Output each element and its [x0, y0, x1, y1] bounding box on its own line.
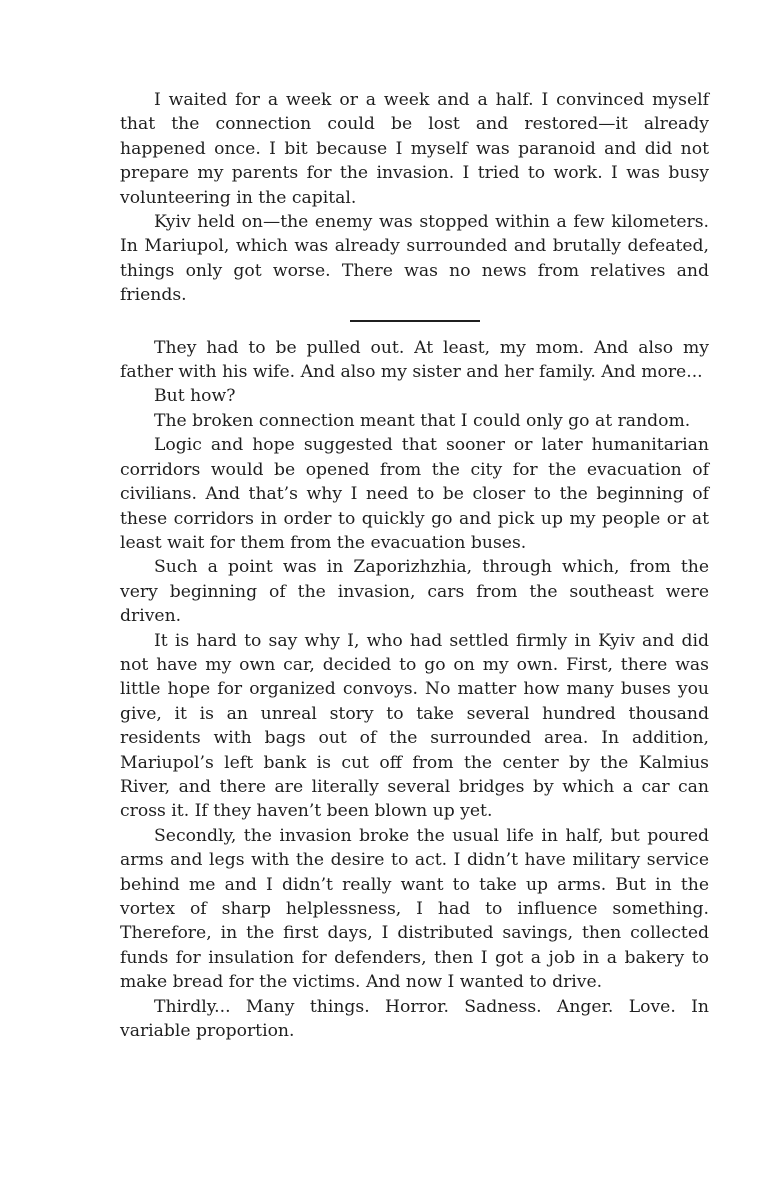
- section-divider: [350, 320, 480, 322]
- paragraph: I waited for a week or a week and a half. I convinced myself that the connection could be lost and restored—it already happened once. I bit because I myself was paranoid and did not prepare my parents for the invasion. I tried to work. I was busy volunteering in the capital.: [120, 90, 709, 208]
- paragraph: Kyiv held on—the enemy was stopped within a few kilometers. In Mariupol, which was already surrounded and brutally defeated, things only got worse. There was no news from relatives and friends.: [120, 212, 709, 306]
- paragraph: Secondly, the invasion broke the usual life in half, but poured arms and legs with the desire to act. I didn’t have military service behind me and I didn’t really want to take up arms. But in the vortex of sharp helplessness, I had to influence something. Therefore, in the first days, I distributed savings, then collected funds for insulation for defenders, then I got a job in a bakery to make bread for the victims. And now I wanted to drive.: [120, 825, 709, 993]
- book-page: [120, 88, 709, 1043]
- paragraph: The broken connection meant that I could only go at random.: [154, 410, 691, 431]
- paragraph: They had to be pulled out. At least, my mom. And also my father with his wife. And also my sister and her family. And more...: [120, 337, 709, 383]
- paragraph: Such a point was in Zaporizhzhia, through which, from the very beginning of the invasion, cars from the southeast were driven.: [120, 557, 709, 627]
- paragraph: It is hard to say why I, who had settled firmly in Kyiv and did not have my own car, decided to go on my own. First, there was little hope for organized convoys. No matter how many buses you give, it is an unreal story to take several hundred thousand residents with bags out of the surrounded area. In addition, Mariupol’s left bank is cut off from the center by the Kalmius River, and there are literally several bridges by which a car can cross it. If they haven’t been blown up yet.: [120, 630, 709, 822]
- paragraph: Thirdly... Many things. Horror. Sadness. Anger. Love. In variable proportion.: [120, 996, 709, 1042]
- paragraph: But how?: [154, 386, 236, 407]
- paragraph: Logic and hope suggested that sooner or later humanitarian corridors would be opened from the city for the evacuation of civilians. And that’s why I need to be closer to the beginning of these corridors in order to quickly go and pick up my people or at least wait for them from the evacuation buses.: [120, 435, 709, 553]
